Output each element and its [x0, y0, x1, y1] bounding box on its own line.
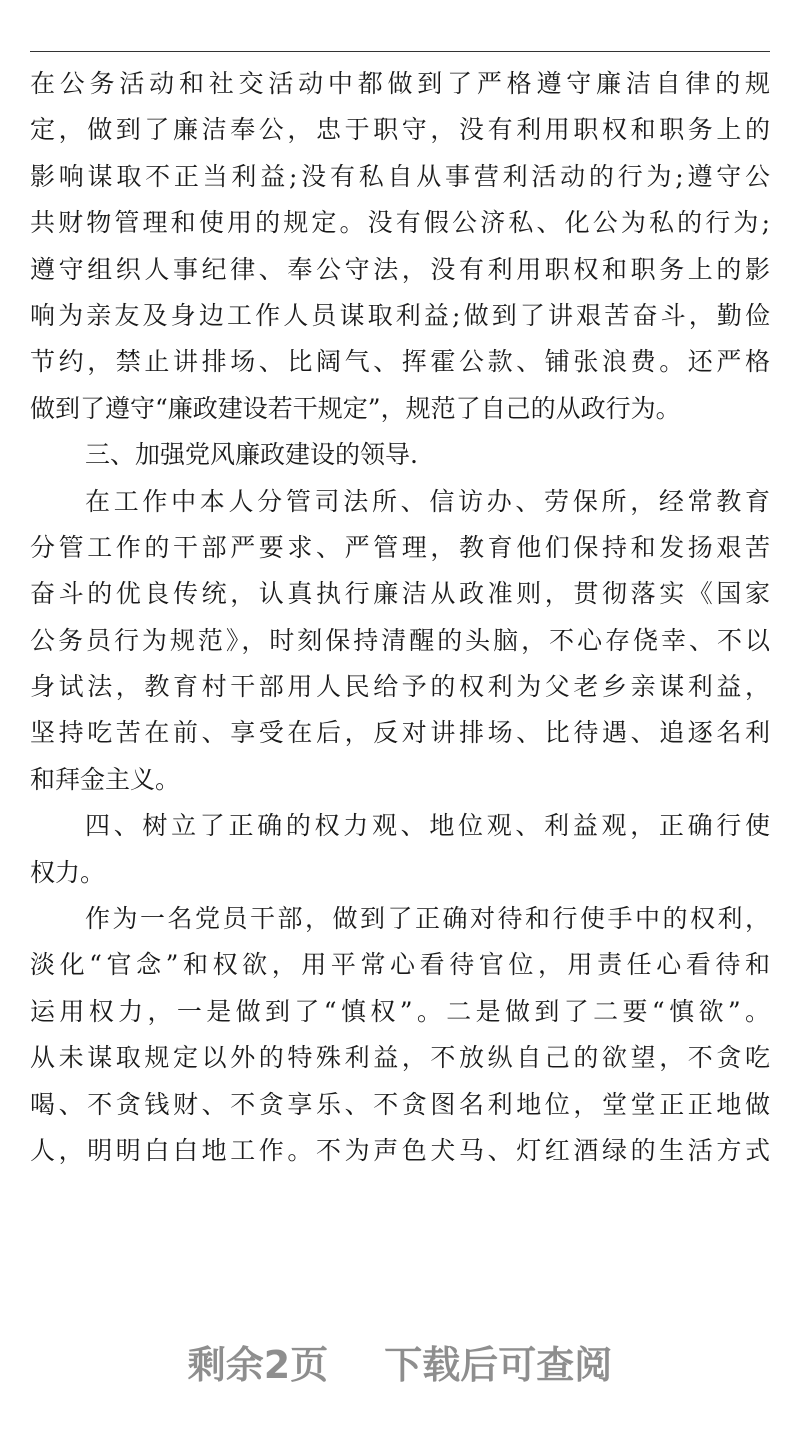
text-line: 奋斗的优良传统，认真执行廉洁从政准则，贯彻落实《国家	[30, 579, 770, 609]
text-line: 喝、不贪钱财、不贪享乐、不贪图名利地位，堂堂正正地做	[30, 1089, 770, 1119]
text-line: 影响谋取不正当利益;没有私自从事营利活动的行为;遵守公	[30, 161, 770, 191]
text-line: 响为亲友及身边工作人员谋取利益;做到了讲艰苦奋斗，勤俭	[30, 300, 770, 330]
text-line: 节约，禁止讲排场、比阔气、挥霍公款、铺张浪费。还严格	[30, 347, 770, 377]
text-line: 四、树立了正确的权力观、地位观、利益观，正确行使	[85, 811, 770, 841]
download-to-view-label: 下载后可查阅	[384, 1343, 613, 1387]
text-line: 坚持吃苦在前、享受在后，反对讲排场、比待遇、追逐名利	[30, 718, 770, 748]
document-body	[30, 61, 770, 1174]
text-line: 在工作中本人分管司法所、信访办、劳保所，经常教育	[85, 486, 770, 516]
text-line: 三、加强党风廉政建设的领导.	[85, 440, 418, 470]
text-line: 在公务活动和社交活动中都做到了严格遵守廉洁自律的规	[30, 69, 770, 98]
text-line: 定，做到了廉洁奉公，忠于职守，没有利用职权和职务上的	[30, 115, 770, 145]
text-line: 公务员行为规范》，时刻保持清醒的头脑，不心存侥幸、不以	[30, 625, 770, 655]
text-line: 遵守组织人事纪律、奉公守法，没有利用职权和职务上的影	[30, 254, 770, 284]
text-line: 权力。	[30, 857, 106, 887]
text-line: 身试法，教育村干部用人民给予的权利为父老乡亲谋利益，	[30, 672, 770, 702]
text-line: 做到了遵守“廉政建设若干规定”，规范了自己的从政行为。	[30, 393, 681, 423]
download-prompt[interactable]	[0, 1335, 800, 1395]
text-line: 分管工作的干部严要求、严管理，教育他们保持和发扬艰苦	[30, 532, 770, 562]
text-line: 作为一名党员干部，做到了正确对待和行使手中的权利，	[85, 904, 770, 934]
text-line: 运用权力，一是做到了“慎权”。二是做到了二要“慎欲”。	[30, 996, 770, 1026]
text-line: 共财物管理和使用的规定。没有假公济私、化公为私的行为;	[30, 208, 770, 238]
text-line: 从未谋取规定以外的特殊利益，不放纵自己的欲望，不贪吃	[30, 1043, 770, 1073]
text-line: 人，明明白白地工作。不为声色犬马、灯红酒绿的生活方式	[30, 1135, 770, 1165]
text-line: 和拜金主义。	[30, 764, 181, 794]
remaining-pages-label: 剩余2页	[187, 1343, 329, 1387]
text-line: 淡化“官念”和权欲，用平常心看待官位，用责任心看待和	[30, 950, 770, 980]
header-rule	[30, 51, 770, 52]
